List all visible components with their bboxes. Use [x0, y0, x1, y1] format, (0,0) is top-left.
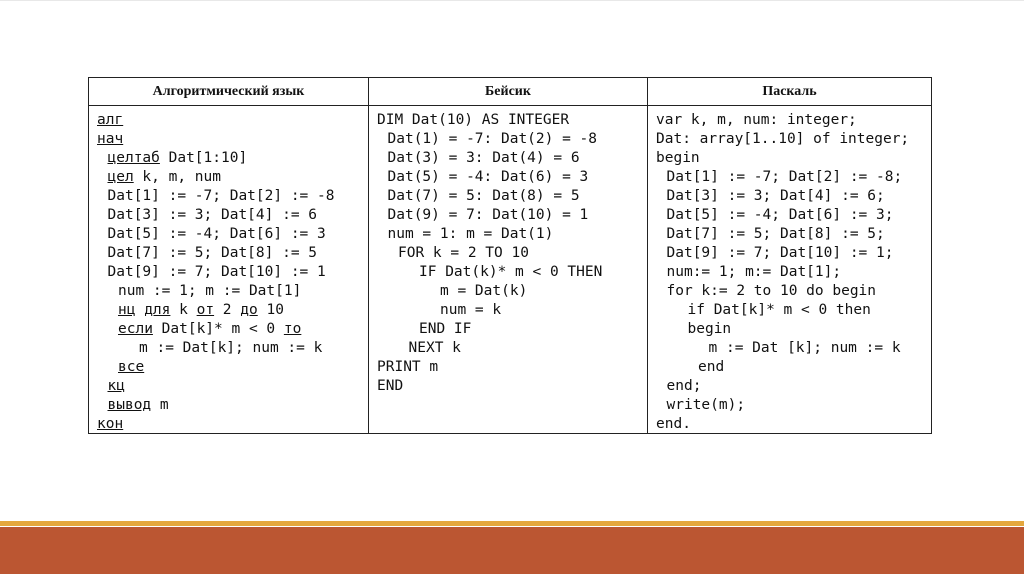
code-keyword: до	[240, 302, 258, 318]
code-text: end	[698, 359, 725, 375]
code-keyword: если	[118, 321, 153, 337]
code-text: END IF	[419, 321, 472, 337]
code-text: 2	[214, 302, 241, 318]
code-keyword: цел	[107, 169, 134, 185]
code-text: m = Dat(k)	[440, 283, 528, 299]
code-line	[108, 396, 169, 415]
code-line	[108, 225, 326, 244]
code-keyword: то	[283, 321, 302, 337]
code-text: Dat[1] := -7; Dat[2] := -8;	[666, 169, 903, 185]
code-text: Dat[k]* m < 0	[152, 321, 284, 337]
code-line	[118, 320, 301, 339]
code-line	[440, 301, 501, 320]
code-text	[135, 302, 144, 318]
code-line	[667, 244, 894, 263]
code-line	[419, 320, 471, 339]
code-keyword: вывод	[107, 397, 152, 413]
code-line	[698, 358, 724, 377]
code-text: num:= 1; m:= Dat[1];	[666, 264, 842, 280]
code-line	[419, 263, 602, 282]
code-keyword: нач	[97, 131, 124, 147]
code-text: m := Dat [k]; num := k	[708, 340, 901, 356]
code-line	[409, 339, 461, 358]
code-text: FOR k = 2 TO 10	[398, 245, 529, 261]
code-line	[97, 415, 123, 433]
code-line	[688, 320, 732, 339]
code-line	[388, 187, 580, 206]
code-line	[667, 168, 903, 187]
code-line	[108, 187, 335, 206]
code-text: num = 1: m = Dat(1)	[387, 226, 554, 242]
code-line	[667, 187, 885, 206]
code-text: k	[170, 302, 197, 318]
code-text: Dat(9) = 7: Dat(10) = 1	[387, 207, 589, 223]
code-line	[108, 244, 318, 263]
code-text: end;	[666, 378, 702, 394]
code-text: 10	[257, 302, 284, 318]
code-text: if Dat[k]* m < 0 then	[687, 302, 871, 318]
code-text: num = k	[440, 302, 502, 318]
code-line	[118, 358, 144, 377]
footer-bar	[0, 527, 1024, 574]
code-line	[388, 168, 589, 187]
code-keyword: все	[118, 359, 145, 375]
code-text: begin	[687, 321, 732, 337]
code-line	[108, 263, 326, 282]
code-keyword: кон	[97, 416, 124, 432]
code-line	[709, 339, 901, 358]
code-text: num := 1; m := Dat[1]	[118, 283, 302, 299]
code-keyword: от	[196, 302, 215, 318]
code-line	[667, 225, 885, 244]
code-text: Dat[9] := 7; Dat[10] := 1	[107, 264, 326, 280]
code-text: Dat(3) = 3: Dat(4) = 6	[387, 150, 580, 166]
code-line	[377, 111, 569, 130]
code-text: begin	[656, 150, 700, 166]
code-text: IF Dat(k)* m < 0 THEN	[419, 264, 603, 280]
code-text: Dat: array[1..10] of integer;	[656, 131, 910, 147]
code-line	[688, 301, 871, 320]
code-line	[667, 396, 746, 415]
code-keyword: для	[144, 302, 171, 318]
code-keyword: целтаб	[107, 150, 160, 166]
code-text: Dat(7) = 5: Dat(8) = 5	[387, 188, 580, 204]
header-pascal: Паскаль	[647, 78, 931, 106]
code-text: Dat[9] := 7; Dat[10] := 1;	[666, 245, 894, 261]
code-text: DIM Dat(10) AS INTEGER	[377, 112, 570, 128]
top-divider	[0, 0, 1024, 1]
code-text: end.	[656, 416, 691, 432]
code-text: Dat[1] := -7; Dat[2] := -8	[107, 188, 335, 204]
code-line	[108, 206, 318, 225]
code-line	[97, 111, 123, 130]
code-line	[118, 301, 284, 320]
code-text: PRINT m	[377, 359, 439, 375]
code-line	[667, 377, 702, 396]
code-line	[667, 263, 842, 282]
pascal-code	[647, 106, 931, 433]
code-line	[667, 206, 894, 225]
code-line	[656, 415, 691, 433]
code-line	[377, 377, 403, 396]
code-text: NEXT k	[408, 340, 461, 356]
code-text: Dat[7] := 5; Dat[8] := 5	[107, 245, 318, 261]
code-line	[388, 206, 589, 225]
code-text: Dat[1:10]	[159, 150, 248, 166]
code-keyword: нц	[118, 302, 136, 318]
code-line	[118, 282, 301, 301]
code-text: Dat[3] := 3; Dat[4] := 6;	[666, 188, 885, 204]
header-algorithmic-language: Алгоритмический язык	[89, 78, 368, 106]
code-text: Dat[3] := 3; Dat[4] := 6	[107, 207, 318, 223]
algorithmic-language-code	[89, 106, 368, 433]
basic-code	[368, 106, 647, 433]
code-line	[97, 130, 123, 149]
code-text: END	[377, 378, 404, 394]
code-text: Dat[5] := -4; Dat[6] := 3	[107, 226, 326, 242]
code-line	[108, 377, 125, 396]
code-text: Dat[7] := 5; Dat[8] := 5;	[666, 226, 885, 242]
header-basic: Бейсик	[368, 78, 647, 106]
code-text: m := Dat[k]; num := k	[139, 340, 323, 356]
code-text: Dat(1) = -7: Dat(2) = -8	[387, 131, 598, 147]
code-line	[108, 149, 248, 168]
code-line	[440, 282, 527, 301]
code-text: k, m, num	[133, 169, 222, 185]
code-text: Dat(5) = -4: Dat(6) = 3	[387, 169, 589, 185]
code-comparison-table	[88, 77, 932, 434]
code-line	[656, 111, 857, 130]
footer-accent-stripe	[0, 521, 1024, 526]
code-line	[388, 149, 580, 168]
code-keyword: алг	[97, 112, 124, 128]
code-text: write(m);	[666, 397, 746, 413]
code-line	[667, 282, 877, 301]
code-keyword: кц	[107, 378, 125, 394]
code-text: for k:= 2 to 10 do begin	[666, 283, 877, 299]
code-line	[388, 225, 554, 244]
code-text: var k, m, num: integer;	[656, 112, 857, 128]
code-line	[377, 358, 438, 377]
code-line	[398, 244, 529, 263]
code-line	[139, 339, 322, 358]
code-text: m	[151, 397, 169, 413]
code-line	[388, 130, 598, 149]
code-line	[108, 168, 222, 187]
code-line	[656, 130, 909, 149]
code-line	[656, 149, 700, 168]
code-text: Dat[5] := -4; Dat[6] := 3;	[666, 207, 894, 223]
